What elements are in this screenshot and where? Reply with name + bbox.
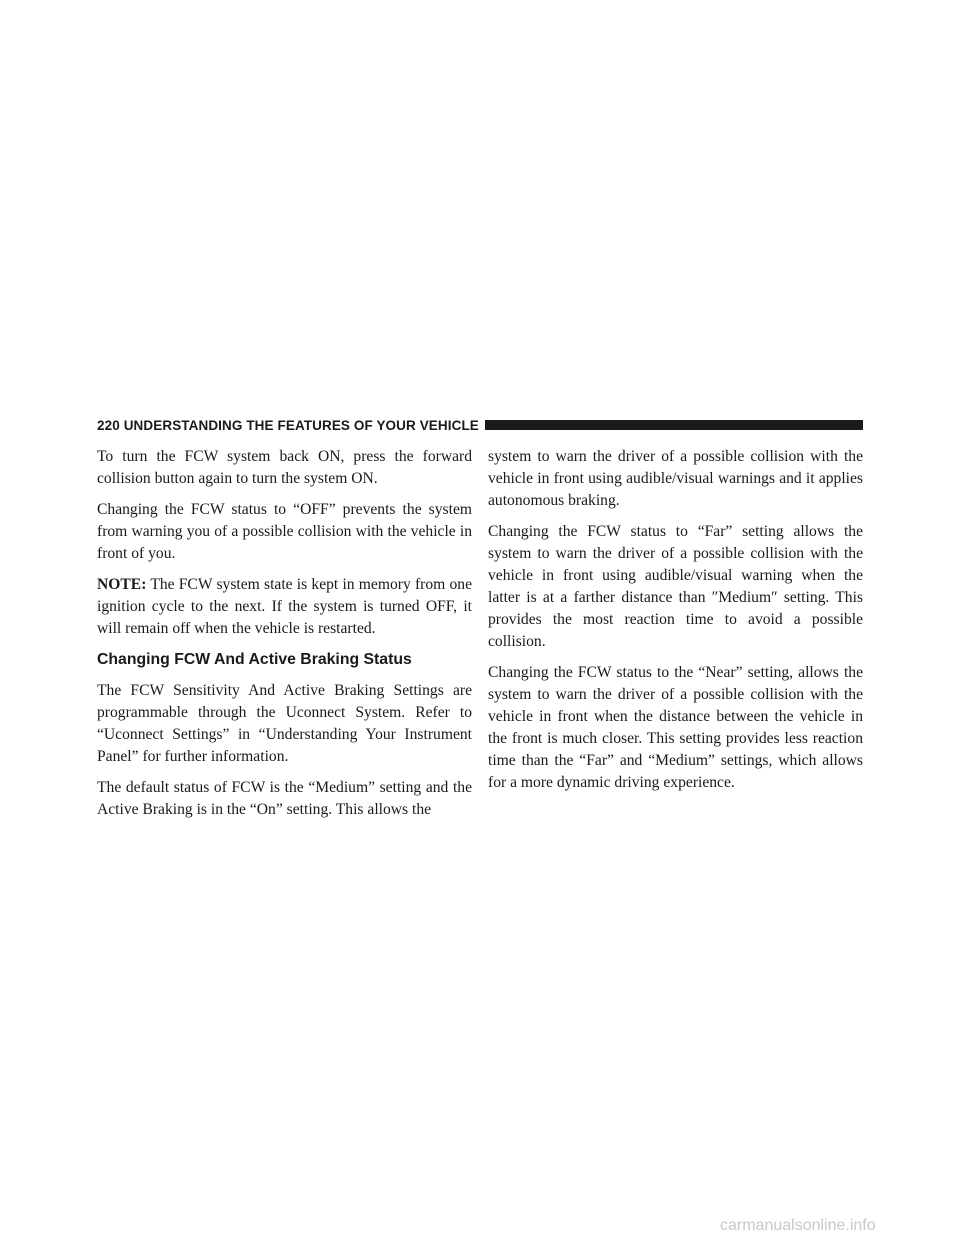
page-header <box>97 414 863 436</box>
paragraph-near-setting: Changing the FCW status to the “Near” setting, allows the system to warn the driver of a possible collision with the vehicle in front when the distance between the vehicle in the front is much closer. This setting provides less reaction time than the “Far” and “Medium” settings, which allows for a more dynamic driving experience. <box>488 664 863 791</box>
page-number: 220 <box>97 417 120 433</box>
paragraph-warn-continued: system to warn the driver of a possible collision with the vehicle in front using audible/visual warnings and it applies autonomous braking. <box>488 448 863 509</box>
note-text: The FCW system state is kept in memory from one ignition cycle to the next. If the system is turned OFF, it will remain off when the vehicle is restarted. <box>97 576 472 637</box>
paragraph-default-status: The default status of FCW is the “Medium” setting and the Active Braking is in the “On” setting. This allows the <box>97 779 472 818</box>
left-column <box>97 446 472 830</box>
note-paragraph <box>97 574 472 640</box>
paragraph-settings: The FCW Sensitivity And Active Braking Settings are programmable through the Uconnect System. Refer to “Uconnect Settings” in “Understanding Your Instrument Panel” for further information. <box>97 682 472 765</box>
paragraph-turn-on: To turn the FCW system back ON, press the forward collision button again to turn the system ON. <box>97 448 472 487</box>
watermark: carmanualsonline.info <box>720 1217 876 1234</box>
section-title: UNDERSTANDING THE FEATURES OF YOUR VEHICLE <box>123 417 479 433</box>
page-header-text <box>97 418 479 433</box>
note-label: NOTE: <box>97 576 147 593</box>
right-column <box>488 446 863 803</box>
header-rule <box>485 420 863 430</box>
paragraph-off-status: Changing the FCW status to “OFF” prevents the system from warning you of a possible collision with the vehicle in front of you. <box>97 501 472 562</box>
section-heading: Changing FCW And Active Braking Status <box>97 651 412 668</box>
paragraph-far-setting: Changing the FCW status to “Far” setting allows the system to warn the driver of a possible collision with the vehicle in front using audible/visual warning when the latter is at a farther distance than ″Medium″ setting. This provides the most reaction time to avoid a possible collision. <box>488 523 863 650</box>
